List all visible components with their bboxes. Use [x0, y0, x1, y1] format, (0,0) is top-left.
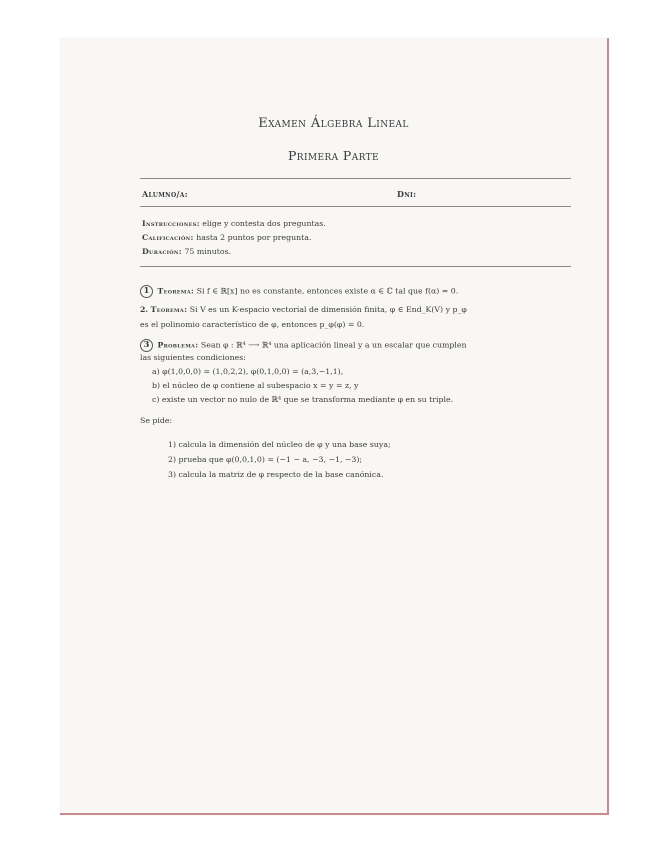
question-2-continuation: es el polinomio característico de φ, entonces p_φ(φ) = 0. — [140, 320, 365, 329]
task-3: 3) calcula la matriz de φ respecto de la base canónica. — [168, 470, 384, 479]
duration-line — [142, 248, 231, 256]
question-1 — [140, 285, 458, 298]
question-number-circle: 1 — [140, 285, 153, 298]
dni-label: Dni: — [397, 189, 417, 199]
condition-a: a) φ(1,0,0,0) = (1,0,2,2), φ(0,1,0,0) = (a,3,−1,1), — [152, 367, 344, 376]
question-number-circle: 3 — [140, 339, 153, 352]
question-text: Sean φ : ℝ⁴ ⟶ ℝ⁴ una aplicación lineal y a un escalar que cumplen — [200, 340, 467, 350]
question-label: Teorema: — [150, 305, 188, 314]
instructions-line — [142, 220, 326, 228]
exam-sheet — [60, 38, 609, 815]
grading-label: Calificación: — [142, 233, 194, 242]
grading-text: hasta 2 puntos por pregunta. — [196, 233, 312, 242]
condition-b: b) el núcleo de φ contiene al subespacio x = y = z, y — [152, 381, 359, 390]
question-text: Si f ∈ ℝ[x] no es constante, entonces existe α ∈ ℂ tal que f(α) = 0. — [196, 286, 459, 296]
question-2 — [140, 306, 467, 314]
question-3 — [140, 339, 467, 352]
question-number: 2. — [140, 305, 149, 314]
divider-top — [140, 178, 571, 179]
instructions-label: Instrucciones: — [142, 219, 200, 228]
task-2: 2) prueba que φ(0,0,1,0) = (−1 − a, −3, −1, −3); — [168, 455, 363, 464]
divider-fields — [140, 206, 571, 207]
student-name-label: Alumno/a: — [142, 189, 188, 199]
condition-c: c) existe un vector no nulo de ℝ⁴ que se transforma mediante φ en su triple. — [152, 395, 454, 404]
se-pide-label: Se pide: — [140, 416, 173, 425]
instructions-text: elige y contesta dos preguntas. — [202, 219, 326, 228]
question-label: Problema: — [157, 340, 199, 350]
grading-line — [142, 234, 311, 242]
exam-subtitle: Primera Parte — [287, 148, 380, 163]
duration-text: 75 minutos. — [184, 247, 232, 256]
question-text: Si V es un K-espacio vectorial de dimensión finita, φ ∈ End_K(V) y p_φ — [189, 305, 467, 314]
task-1: 1) calcula la dimensión del núcleo de φ y una base suya; — [168, 440, 391, 449]
question-label: Teorema: — [157, 286, 195, 296]
divider-instructions — [140, 266, 571, 267]
exam-title: Examen Álgebra Lineal — [258, 116, 409, 131]
question-3-continuation: las siguientes condiciones: — [140, 353, 246, 362]
duration-label: Duración: — [142, 247, 182, 256]
